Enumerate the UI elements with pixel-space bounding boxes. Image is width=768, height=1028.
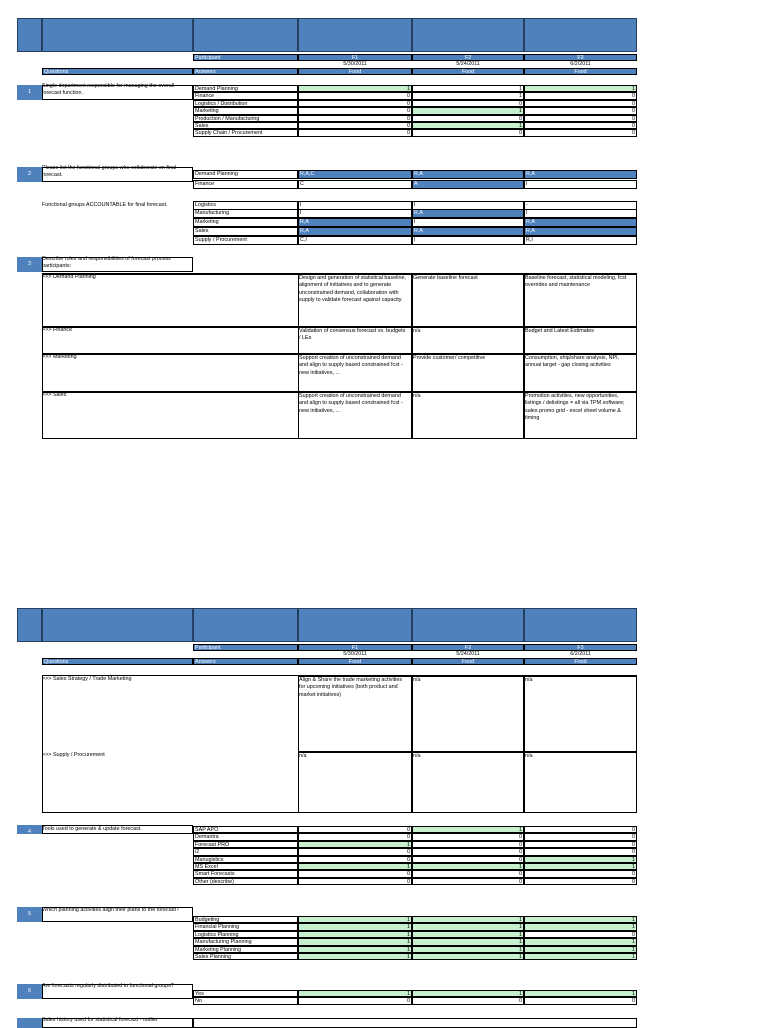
header-banner-a [193,608,298,642]
q2-accountable: Functional groups ACCOUNTABLE for final forecast. [42,202,168,208]
answer-label: Yes [193,990,298,997]
answer-value: 0 [524,129,637,136]
header-banner-a [193,18,298,52]
header-banner-q [42,608,193,642]
col-date: 5/30/2011 [343,651,367,657]
role-desc: Baseline forecast, statistical modeling, fcst overrides and maintenance [525,275,627,289]
answer-value: 1 [524,990,637,997]
answer-label: Finance [193,180,298,189]
answer-label: Manufacturing [193,209,298,218]
answer-label: Other (describe) [193,878,298,885]
col-id: F3 [524,54,637,61]
role-desc: Provide customer/ competitive [413,355,486,361]
answer-label: Smart Forecasts [193,870,298,877]
answer-label: No [193,997,298,1004]
answer-value: 1 [412,92,524,99]
col-segment: Food [298,68,412,75]
answer-value: R,A [412,227,524,236]
answer-value: 0 [298,107,412,114]
header-banner-f3 [524,608,637,642]
role-desc: Align & Share the trade marketing activities for upcoming initiatives (both product and market initiatives) [299,677,403,698]
role-desc: Consumption, ship/share analysis, NPI, annual target - gap closing activities [525,355,620,369]
header-banner-q [42,18,193,52]
answer-label: Marketing [193,107,298,114]
role-name: >>> Sales [42,392,67,398]
answer-label: MS Excel [193,863,298,870]
header-banner-f3 [524,18,637,52]
role-cell [298,676,412,752]
answer-value: 1 [412,923,524,930]
answer-value: I [298,209,412,218]
answer-label: Budgeting [193,916,298,923]
role-desc: n/a [525,753,533,759]
answer-value: 1 [412,946,524,953]
answer-label: Logistics / Distribution [193,100,298,107]
col-id: F2 [412,644,524,651]
answer-value: 0 [524,826,637,833]
answer-value: R,A,C [298,170,412,179]
answer-label: Sales [193,122,298,129]
answer-label: Sales Planning [193,953,298,960]
answer-value: 0 [298,856,412,863]
question-number: 1 [17,85,42,100]
col-segment: Food [412,658,524,665]
answer-value: 1 [412,122,524,129]
answer-value: R,A [524,227,637,236]
role-desc: Design and generation of statistical baseline, alignment of initiatives and to generate unconstrained demand, collaboration with supply to validate forecast against capacity. [299,275,406,304]
answer-value: 0 [524,931,637,938]
question-number: 6 [17,984,42,999]
answer-value: 1 [412,953,524,960]
answer-value: 0 [412,870,524,877]
answer-value: R,A [298,227,412,236]
answer-value: 0 [298,122,412,129]
col-segment: Food [298,658,412,665]
answer-value: 1 [412,107,524,114]
answer-label: Production / Manufacturing [193,115,298,122]
answer-value: R,A [524,218,637,227]
answer-value: 0 [412,100,524,107]
answer-label: Demand Planning [193,170,298,179]
answer-label: Supply Chain / Procurement [193,129,298,136]
questions-label: Questions [42,658,193,665]
col-id: F3 [524,644,637,651]
answer-value: 1 [298,931,412,938]
role-name: >>> Supply / Procurement [42,752,105,758]
answer-value: 0 [524,870,637,877]
role-desc: Promotion activities, new opportunities, listings / delistings = all via TPM software; sales promo grid - excel sheet volume & timing [525,393,625,422]
answer-label: Forecast PRO [193,841,298,848]
role-desc: Generate baseline forecast [413,275,478,281]
answer-value: I [412,236,524,245]
answer-value: 0 [524,833,637,840]
answer-value: 0 [412,878,524,885]
answer-label: Supply / Procurement [193,236,298,245]
answer-value: 1 [412,916,524,923]
answer-value: R,A [298,218,412,227]
questions-label: Questions [42,68,193,75]
answer-value: 1 [524,916,637,923]
answer-value: 0 [524,107,637,114]
answer-value: I [298,201,412,210]
answer-value: 0 [298,129,412,136]
answer-value: 1 [298,953,412,960]
answer-value: I [524,180,637,189]
question-number: 2 [17,167,42,182]
answer-value: 1 [524,953,637,960]
answer-value: R,A [412,170,524,179]
answer-value: 0 [524,841,637,848]
role-desc: Validation of consensus forecast vs. budgets / LEs [299,328,406,342]
col-id: F1 [298,644,412,651]
role-row [42,274,637,327]
answer-value: 1 [298,938,412,945]
header-banner-f2 [412,18,524,52]
question-text: Are forecasts regularly distributed to functional groups? [42,983,174,989]
answer-value: C,I [298,236,412,245]
header-banner-num [17,608,42,642]
role-cell [298,752,412,813]
role-cell [524,752,637,813]
question-text: Describe roles and responsibilities of forecast process participants: [42,256,171,270]
header-banner-f1 [298,608,412,642]
header-banner-num [17,18,42,52]
role-desc: n/a [413,753,421,759]
answer-value: R,I [524,236,637,245]
answers-label: Answers [193,68,298,75]
col-date: 5/24/2011 [456,651,480,657]
question-number: 4 [17,825,42,834]
answer-value: 1 [412,863,524,870]
col-date: 6/2/2011 [570,61,591,67]
answer-value: 0 [412,997,524,1004]
role-name: >>> Demand Planning [42,274,96,280]
role-desc: n/a [413,328,421,334]
answer-label: Demand Planning [193,85,298,92]
role-name: >>> Marketing [42,354,77,360]
header-banner-f1 [298,18,412,52]
answer-value: 1 [298,841,412,848]
answer-value: 0 [412,848,524,855]
answer-value: 1 [412,931,524,938]
question-number: 5 [17,907,42,922]
answer-value: 0 [298,100,412,107]
question-text: Please list the functional groups who collaborate on final forecast. [42,165,177,179]
answer-value: I [524,209,637,218]
answer-label: i2 [193,848,298,855]
col-date: 6/2/2011 [570,651,591,657]
col-segment: Food [524,68,637,75]
question-text: Which planning activities align their plans to the forecast? [42,907,179,913]
answer-label: Financial Planning [193,923,298,930]
answer-value: 1 [298,85,412,92]
answer-value: I [412,218,524,227]
answer-value: 1 [298,923,412,930]
col-id: F2 [412,54,524,61]
answer-label: Marketing [193,218,298,227]
answer-value: A [412,180,524,189]
answers-label: Answers [193,658,298,665]
answer-value: 0 [298,870,412,877]
answer-label: Demantra [193,833,298,840]
answer-value: 1 [412,990,524,997]
role-name: >>> Finance [42,327,73,333]
answer-value: 0 [412,115,524,122]
question-text: Sales history used for statistical forecast - outlier [42,1017,158,1023]
answer-value: 1 [524,946,637,953]
answer-label: Logistics [193,201,298,210]
answer-value: 1 [412,826,524,833]
answer-value: 0 [524,122,637,129]
role-row [42,392,637,439]
answer-value: 1 [524,938,637,945]
answer-value: 0 [298,115,412,122]
col-date: 5/24/2011 [456,61,480,67]
answer-value: 1 [524,85,637,92]
role-desc: n/a [413,677,421,683]
answer-value: 1 [524,863,637,870]
role-name: >>> Sales Strategy / Trade Marketing [42,676,132,682]
role-desc: Budget and Latest Estimates [525,328,594,334]
answer-value: 1 [524,856,637,863]
role-desc: Support creation of unconstrained demand and align to supply based constrained fcst - new initiatives, ... [299,393,403,414]
role-cell [412,752,524,813]
answer-label: Sales [193,227,298,236]
role-desc: Support creation of unconstrained demand and align to supply based constrained fcst - new initiatives, ... [299,355,403,376]
answer-value: 1 [298,863,412,870]
participant-label: Participant [193,54,298,61]
role-desc: n/a [413,393,421,399]
answer-value: 0 [412,833,524,840]
q7-answer [193,1018,637,1028]
participant-label: Participant [193,644,298,651]
answer-label: Finance [193,92,298,99]
answer-value: 0 [524,115,637,122]
answer-value: 0 [412,841,524,848]
answer-value: R,A [412,209,524,218]
answer-value: 0 [524,878,637,885]
answer-value: 1 [412,85,524,92]
answer-value: 1 [298,990,412,997]
col-date: 5/30/2011 [343,61,367,67]
question-number: 3 [17,257,42,272]
role-desc: n/a [299,753,307,759]
answer-label: Manugistics [193,856,298,863]
answer-label: Marketing Planning [193,946,298,953]
question-text: Single department responsible for managing the overall forecast function. [42,83,175,97]
answer-value: 1 [298,946,412,953]
answer-value: I [412,201,524,210]
answer-label: Manufacturing Planning [193,938,298,945]
answer-value: 0 [298,878,412,885]
answer-value: 0 [298,92,412,99]
answer-value: 0 [298,848,412,855]
answer-value: 0 [298,833,412,840]
answer-value: 1 [524,923,637,930]
answer-value: 0 [524,997,637,1004]
answer-value: 0 [298,826,412,833]
col-segment: Food [524,658,637,665]
role-row [42,354,637,392]
col-segment: Food [412,68,524,75]
answer-value: R,A [524,170,637,179]
role-row [42,327,637,354]
question-number [17,1018,42,1028]
col-id: F1 [298,54,412,61]
answer-label: Logistics Planning [193,931,298,938]
answer-label: SAP APO [193,826,298,833]
role-cell [524,676,637,752]
answer-value: - [524,201,637,210]
question-text: Tools used to generate & update forecast. [42,826,142,832]
answer-value: 1 [412,938,524,945]
answer-value: 0 [524,848,637,855]
answer-value: 0 [524,92,637,99]
answer-value: 0 [412,856,524,863]
answer-value: 0 [298,997,412,1004]
answer-value: 0 [524,100,637,107]
answer-value: C [298,180,412,189]
answer-value: 1 [298,916,412,923]
role-desc: n/a [525,677,533,683]
role-cell [412,676,524,752]
answer-value: 0 [412,129,524,136]
header-banner-f2 [412,608,524,642]
